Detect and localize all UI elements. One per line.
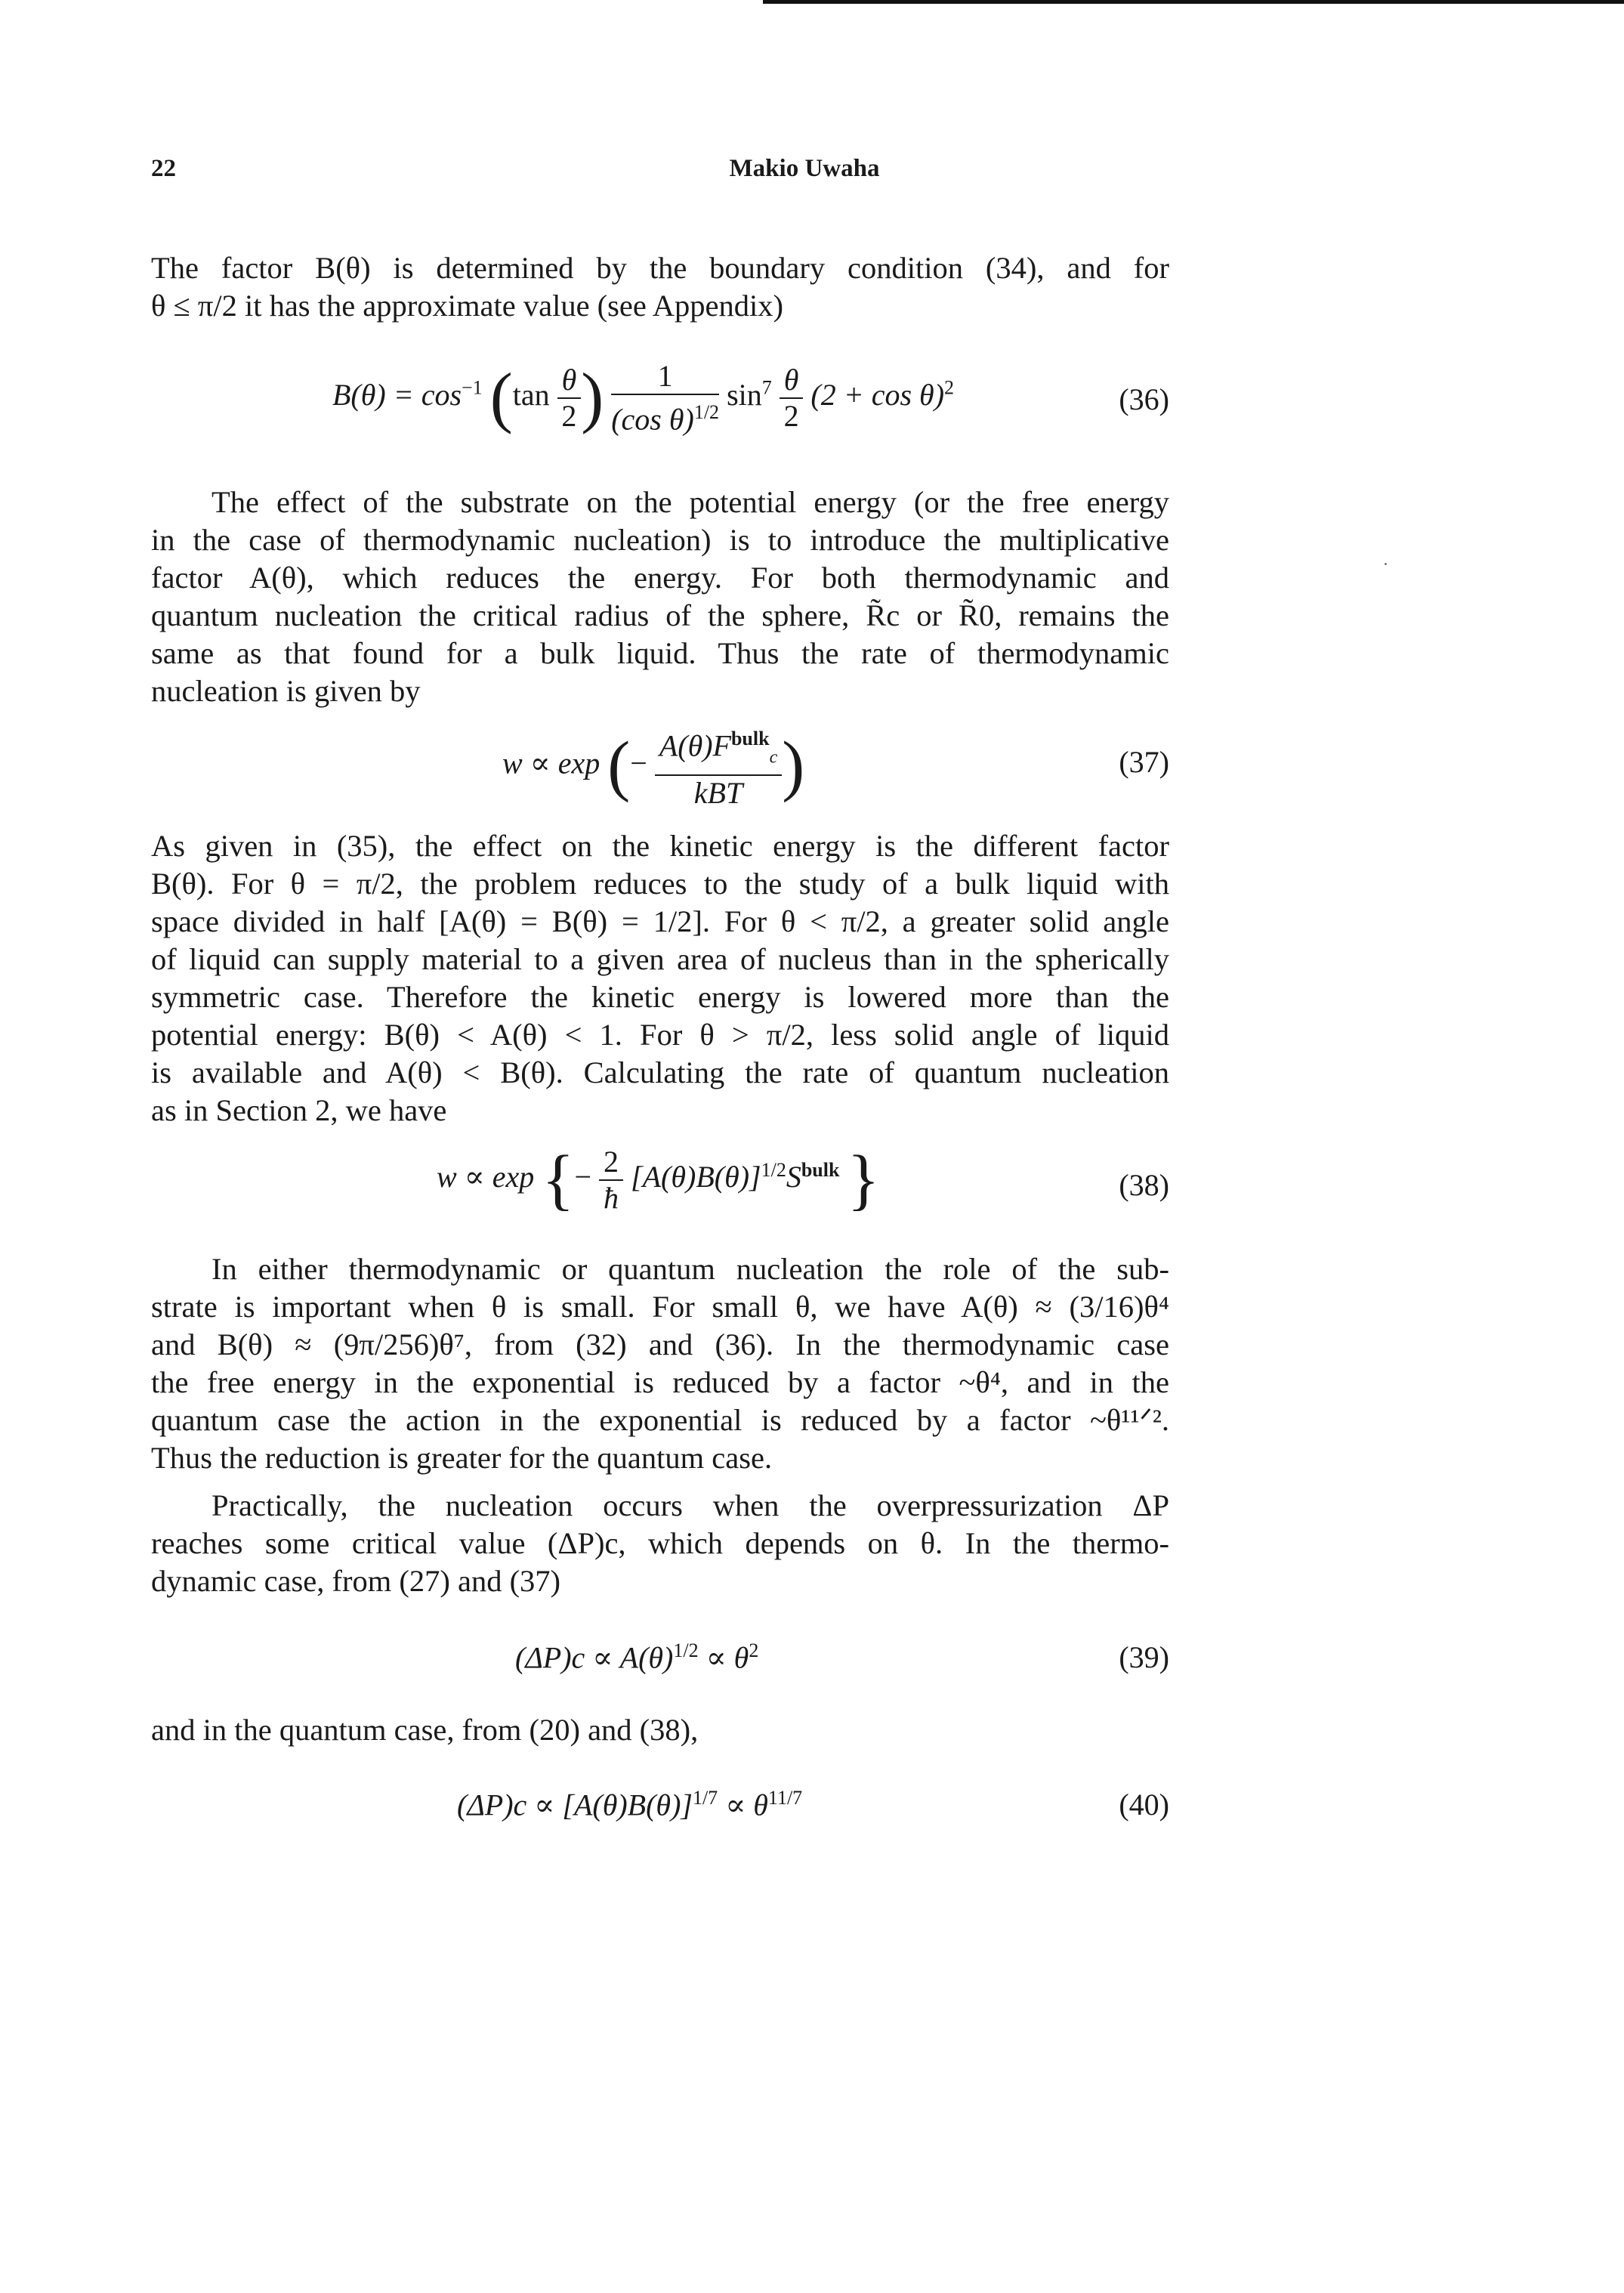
paragraph-2 (151, 484, 1169, 521)
equation-number: (37) (1119, 745, 1169, 779)
equation-40 (151, 1764, 1169, 1847)
eq40-exp1: 1/7 (692, 1787, 718, 1809)
text-line: The effect of the substrate on the potential energy (or the free energy (211, 485, 1169, 519)
right-paren: ) (581, 360, 604, 435)
eq39-exp2: 2 (749, 1639, 759, 1661)
fraction-numerator: 2 (599, 1145, 623, 1181)
text-line: as in Section 2, we have (151, 1093, 447, 1127)
paragraph-5 (151, 1487, 1169, 1525)
eq36-tan-fraction (557, 363, 582, 434)
eq38-lhs: w ∝ exp (437, 1160, 535, 1194)
equation-number: (39) (1119, 1640, 1169, 1674)
left-paren: ( (489, 360, 513, 435)
eq38-s: S (786, 1160, 801, 1194)
equation-37 (151, 722, 1169, 811)
text-line: is available and A(θ) < B(θ). Calculating the rate of quantum nucleation (151, 1055, 1169, 1089)
text-line: and in the quantum case, from (20) and (38), (151, 1713, 699, 1747)
text-line: of liquid can supply material to a given area of nucleus than in the spherically (151, 942, 1169, 976)
paragraph-5-body (151, 1525, 1169, 1562)
text-line: reaches some critical value (ΔP)c, which depends on θ. In the thermo- (151, 1526, 1169, 1560)
paragraph-6 (151, 1711, 1169, 1749)
text-line: quantum case the action in the exponential is reduced by a factor ~θ¹¹ᐟ². (151, 1403, 1169, 1437)
running-author: Makio Uwaha (729, 155, 880, 182)
fraction-denominator: 2 (783, 398, 799, 433)
text-line: symmetric case. Therefore the kinetic energy is lowered more than the (151, 980, 1169, 1014)
eq37-sup: bulk (730, 728, 770, 749)
paragraph-2-end (151, 672, 1169, 710)
text-line: As given in (35), the effect on the kinetic energy is the different factor (151, 829, 1169, 863)
eq37-sub: c (769, 747, 778, 768)
text-line: quantum nucleation the critical radius of the sphere, R̃c or R̃0, remains the (151, 598, 1169, 632)
text-line: and B(θ) ≈ (9π/256)θ⁷, from (32) and (36). In the thermodynamic case (151, 1327, 1169, 1361)
text-line: dynamic case, from (27) and (37) (151, 1564, 561, 1598)
equation-number: (36) (1119, 382, 1169, 416)
eq39-tail: ∝ θ (705, 1640, 749, 1675)
minus-sign: − (630, 746, 647, 780)
left-brace: { (542, 1142, 575, 1217)
paragraph-2-body (151, 521, 1169, 672)
equation-number: (40) (1119, 1788, 1169, 1822)
text-line: the free energy in the exponential is reduced by a factor ~θ⁴, and in the (151, 1365, 1169, 1399)
paragraph-5-end (151, 1562, 1169, 1600)
paragraph-3 (151, 827, 1169, 1092)
text-line: Practically, the nucleation occurs when the overpressurization ΔP (211, 1488, 1169, 1522)
equation-39-body (515, 1639, 758, 1675)
fraction-denominator: (cos θ) (611, 402, 694, 437)
fraction-denominator: 2 (561, 398, 577, 433)
left-paren: ( (607, 728, 631, 804)
right-paren: ) (782, 728, 805, 804)
eq39-text: (ΔP)c ∝ A(θ) (515, 1640, 674, 1675)
text-line: potential energy: B(θ) < A(θ) < 1. For θ > π/2, less solid angle of liquid (151, 1018, 1169, 1052)
eq38-exp: 1/2 (761, 1158, 786, 1181)
eq37-fraction (655, 722, 782, 811)
right-brace: } (847, 1142, 880, 1217)
eq38-fraction (599, 1145, 623, 1216)
paragraph-3-end (151, 1092, 1169, 1130)
text-line: factor A(θ), which reduces the energy. For both thermodynamic and (151, 561, 1169, 595)
equation-37-body (502, 722, 804, 811)
paragraph-1 (151, 249, 1169, 287)
text-line: In either thermodynamic or quantum nucleation the role of the sub- (211, 1252, 1169, 1286)
eq38-body: [A(θ)B(θ)] (631, 1160, 761, 1194)
equation-36 (151, 359, 1169, 442)
equation-38-body (437, 1142, 880, 1217)
equation-40-body (457, 1787, 802, 1822)
running-head (0, 155, 1624, 193)
eq36-sin-fraction (780, 363, 804, 434)
fraction-denominator: kBT (693, 776, 743, 811)
minus-sign: − (574, 1160, 592, 1194)
eq36-tail: (2 + cos θ) (810, 377, 945, 412)
text-line: in the case of thermodynamic nucleation) is to introduce the multiplicative (151, 523, 1169, 557)
text-line: space divided in half [A(θ) = B(θ) = 1/2]. For θ < π/2, a greater solid angle (151, 904, 1169, 938)
paragraph-4 (151, 1250, 1169, 1288)
fraction-numerator: 1 (611, 359, 719, 395)
text-line: same as that found for a bulk liquid. Thus the rate of thermodynamic (151, 636, 1169, 670)
paragraph-1-end (151, 287, 1169, 325)
equation-39 (151, 1617, 1169, 1700)
top-rule (763, 0, 1624, 4)
eq36-exp: −1 (462, 376, 483, 399)
eq36-sin-exp: 7 (761, 376, 772, 399)
equation-36-body (332, 359, 954, 437)
fraction-numerator: θ (557, 363, 582, 399)
eq36-sin: sin (727, 377, 762, 412)
text-line: B(θ). For θ = π/2, the problem reduces to the study of a bulk liquid with (151, 867, 1169, 901)
eq40-exp2: 11/7 (767, 1787, 803, 1809)
eq38-sup: bulk (801, 1158, 840, 1181)
eq36-lhs: B(θ) = cos (332, 377, 462, 412)
text-line: Thus the reduction is greater for the quantum case. (151, 1441, 773, 1475)
eq40-tail: ∝ θ (725, 1788, 768, 1822)
eq40-text: (ΔP)c ∝ [A(θ)B(θ)] (457, 1788, 693, 1822)
eq36-den-exp: 1/2 (693, 401, 720, 423)
equation-38 (151, 1142, 1169, 1228)
scan-speck (1385, 563, 1387, 565)
text-line: strate is important when θ is small. For small θ, we have A(θ) ≈ (3/16)θ⁴ (151, 1290, 1169, 1324)
fraction-denominator: ħ (604, 1181, 619, 1215)
page-number: 22 (151, 155, 176, 182)
eq36-main-fraction (611, 359, 719, 437)
eq37-lhs: w ∝ exp (502, 746, 601, 780)
fraction-numerator: A(θ)F (659, 728, 731, 763)
text-line: The factor B(θ) is determined by the boundary condition (34), and for (151, 251, 1169, 285)
paragraph-4-body (151, 1288, 1169, 1439)
text-line: nucleation is given by (151, 674, 421, 708)
eq39-exp1: 1/2 (673, 1639, 699, 1661)
paragraph-4-end (151, 1439, 1169, 1477)
fraction-numerator: θ (780, 363, 804, 399)
eq36-tail-exp: 2 (944, 376, 955, 399)
text-line: θ ≤ π/2 it has the approximate value (see Appendix) (151, 289, 783, 323)
equation-number: (38) (1119, 1168, 1169, 1202)
tan-label: tan (512, 377, 550, 412)
